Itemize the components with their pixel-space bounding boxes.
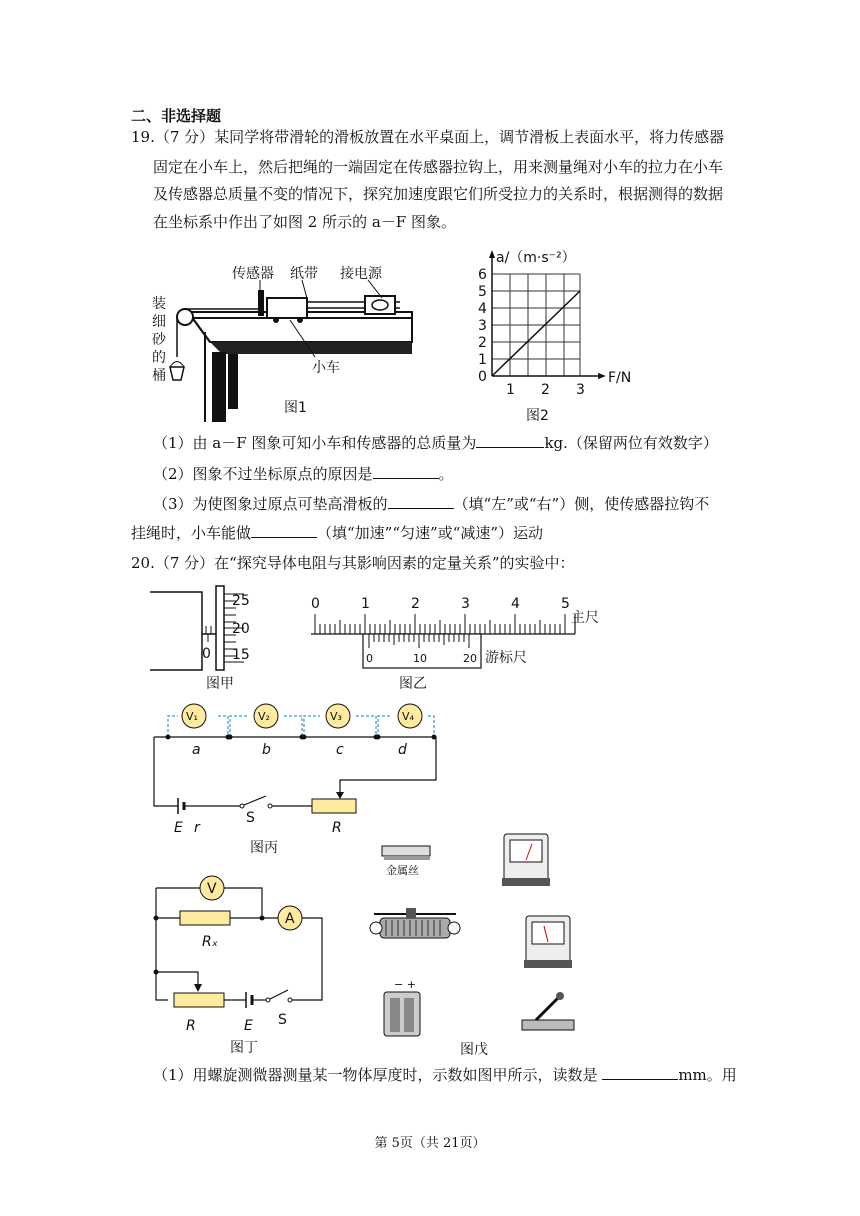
- fig1-bucket-label-5: 桶: [152, 368, 166, 384]
- graph-ytick-6: 6: [478, 267, 487, 283]
- fig1-cart-label: 小车: [312, 360, 340, 376]
- graph-grid: [492, 274, 580, 376]
- q20-sub1: [153, 1065, 737, 1085]
- bing-r: r: [194, 820, 200, 836]
- graph-ytick-5: 5: [478, 284, 487, 300]
- fig-ding-caption: 图丁: [230, 1040, 258, 1056]
- table-leg-left: [212, 352, 226, 422]
- bing-E: E: [174, 820, 183, 836]
- graph-y-label: a/（m·s⁻²）: [496, 250, 576, 266]
- graph-xtick-3: 3: [576, 382, 585, 398]
- rheostat-r: [312, 799, 356, 813]
- bing-R: R: [332, 820, 342, 836]
- fig-jia-caption: 图甲: [206, 676, 234, 692]
- voltmeter-v1-label: V₁: [186, 710, 198, 723]
- segment-b: b: [262, 742, 271, 758]
- main-tick-2: 2: [411, 596, 420, 612]
- segment-d: d: [398, 742, 407, 758]
- fig1-bucket-label-4: 的: [152, 350, 166, 366]
- micrometer-zero: 0: [202, 646, 211, 662]
- q20-line-1: [131, 553, 575, 573]
- fig-bing-caption: 图丙: [250, 840, 278, 856]
- rheostat-r-ding: [174, 993, 224, 1007]
- fig-wu-caption: 图戊: [460, 1042, 488, 1058]
- segment-c: c: [336, 742, 344, 758]
- q19-sub3-text-b: （填“左”或“右”）侧，使传感器拉钩不: [453, 495, 710, 513]
- figure-ding-circuit: [150, 868, 340, 1058]
- micrometer-tick-15: 15: [232, 647, 250, 663]
- figure-wu-equipment: [366, 828, 586, 1058]
- ding-E-label: E: [244, 1018, 253, 1034]
- voltmeter-v2-label: V₂: [258, 710, 270, 723]
- main-tick-1: 1: [361, 596, 370, 612]
- q19-stem-3: 及传感器总质量不变的情况下，探究加速度跟它们所受拉力的关系时，根据测得的数据: [153, 185, 724, 203]
- sand-bucket: [170, 367, 184, 380]
- q20-sub1-text: （1）用螺旋测微器测量某一物体厚度时，示数如图甲所示，读数是: [153, 1066, 598, 1084]
- graph-xtick-2: 2: [541, 382, 550, 398]
- fig1-tape-label: 纸带: [290, 266, 318, 282]
- ding-R-label: R: [186, 1018, 196, 1034]
- q20-score: （7 分）: [154, 554, 215, 572]
- fig1-bucket-label-1: 装: [152, 296, 166, 312]
- ding-S-label: S: [278, 1012, 287, 1028]
- q19-line-1: [131, 127, 724, 147]
- vernier-tick-10: 10: [413, 652, 427, 665]
- q19-sub1: [153, 433, 718, 453]
- graph-ytick-4: 4: [478, 301, 487, 317]
- ding-V-label: V: [207, 881, 217, 897]
- q19-sub2-text: （2）图象不过坐标原点的原因是: [153, 465, 373, 483]
- micrometer-tick-25: 25: [232, 593, 250, 609]
- graph-ytick-3: 3: [478, 318, 487, 334]
- q19-sub3: [153, 494, 709, 514]
- graph-ytick-2: 2: [478, 335, 487, 351]
- force-sensor: [258, 290, 264, 316]
- metal-wire-label: 金属丝: [386, 864, 419, 877]
- figure-yi-vernier: [305, 592, 605, 696]
- pulley: [177, 309, 193, 325]
- vernier-tick-20: 20: [463, 652, 477, 665]
- q19-stem-2: 固定在小车上，然后把绳的一端固定在传感器拉钩上，用来测量绳对小车的拉力在小车: [153, 158, 724, 176]
- graph-ytick-0: 0: [478, 369, 487, 385]
- q19-sub3-text-d: （填“加速”“匀速”或“减速”）运动: [317, 524, 544, 542]
- bing-S: S: [246, 810, 255, 826]
- q19-sub2-blank[interactable]: [373, 464, 439, 479]
- resistor-rx: [180, 911, 230, 925]
- fig-yi-caption: 图乙: [399, 676, 427, 692]
- table-top: [210, 342, 412, 354]
- main-scale-ticks: [315, 614, 565, 634]
- main-tick-4: 4: [511, 596, 520, 612]
- figure-2-graph: [452, 244, 632, 424]
- q20-sub1-blank[interactable]: [602, 1065, 678, 1080]
- fig1-caption: 图1: [284, 400, 307, 416]
- q19-sub1-unit: kg.（保留两位有效数字）: [544, 434, 718, 452]
- graph-caption: 图2: [526, 408, 549, 424]
- figure-1-apparatus: [150, 262, 430, 422]
- main-tick-3: 3: [461, 596, 470, 612]
- fig1-bucket-label-2: 细: [152, 314, 166, 330]
- q19-sub3-blank-1[interactable]: [388, 494, 454, 509]
- page-footer: 第 5页（共 21页）: [374, 1136, 486, 1151]
- micrometer-tick-20: 20: [232, 621, 250, 637]
- graph-xtick-1: 1: [506, 382, 515, 398]
- thimble: [216, 586, 224, 670]
- q19-score: （7 分）: [154, 128, 215, 146]
- section-title: 二、非选择题: [131, 107, 222, 125]
- knife-switch-device: [522, 992, 574, 1030]
- q19-stem-1: 某同学将带滑轮的滑板放置在水平桌面上，调节滑板上表面水平，将力传感器: [214, 128, 725, 146]
- q19-sub1-text: （1）由 a－F 图象可知小车和传感器的总质量为: [153, 434, 477, 452]
- dashed-voltmeter-leads: [168, 716, 434, 737]
- ammeter-device: [524, 916, 572, 968]
- q19-sub3-blank-2[interactable]: [251, 523, 317, 538]
- svg-text:− +: − +: [394, 978, 416, 991]
- q19-sub3-cont: [131, 523, 543, 543]
- q19-sub2-end: 。: [438, 465, 454, 483]
- q19-number: 19.: [131, 128, 155, 146]
- ding-A-label: A: [285, 911, 295, 927]
- q20-sub1-unit: mm。用: [678, 1066, 737, 1084]
- graph-data-line: [492, 291, 580, 376]
- figure-jia-micrometer: [150, 586, 290, 696]
- cart: [267, 298, 307, 318]
- main-tick-0: 0: [311, 596, 320, 612]
- fig1-bucket-label-3: 砂: [152, 332, 166, 348]
- vernier-tick-0: 0: [366, 652, 373, 665]
- fig1-power-label: 接电源: [340, 266, 382, 282]
- rheostat-device: [370, 908, 460, 938]
- fig1-sensor-label: 传感器: [232, 266, 274, 282]
- q19-sub3-text-c: 挂绳时，小车能做: [131, 524, 252, 542]
- q19-sub3-text-a: （3）为使图象过原点可垫高滑板的: [153, 495, 388, 513]
- graph-x-label: F/N: [608, 370, 632, 386]
- voltmeter-device: [502, 834, 550, 886]
- vernier-scale-label: 游标尺: [485, 650, 527, 666]
- q19-sub2: [153, 464, 454, 484]
- battery-device: [384, 978, 420, 1036]
- q20-stem: 在“探究导体电阻与其影响因素的定量关系”的实验中：: [214, 554, 575, 572]
- metal-wire-board: [382, 846, 430, 877]
- voltmeter-v4-label: V₄: [402, 710, 414, 723]
- main-tick-5: 5: [561, 596, 570, 612]
- q20-number: 20.: [131, 554, 155, 572]
- segment-a: a: [192, 742, 201, 758]
- main-scale-label: 主尺: [571, 610, 599, 626]
- graph-ytick-1: 1: [478, 352, 487, 368]
- q19-stem-4: 在坐标系中作出了如图 2 所示的 a－F 图象。: [153, 213, 456, 231]
- ding-Rx-label: Rₓ: [202, 934, 218, 950]
- voltmeter-v3-label: V₃: [330, 710, 342, 723]
- q19-sub1-blank[interactable]: [476, 433, 544, 448]
- table-leg-right: [228, 354, 238, 409]
